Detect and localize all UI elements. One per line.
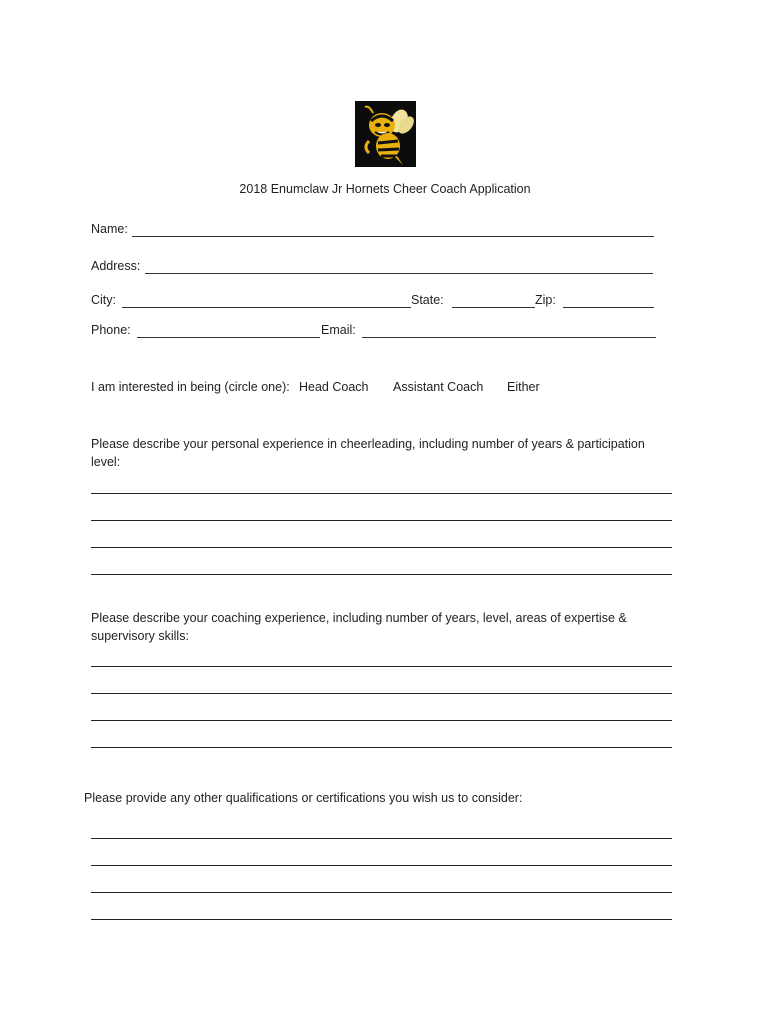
zip-field[interactable] <box>563 307 654 308</box>
answer-line-1-4[interactable] <box>91 574 672 575</box>
option-either[interactable]: Either <box>507 380 540 394</box>
zip-label: Zip: <box>535 293 556 307</box>
question-coaching-experience: Please describe your coaching experience, including number of years, level, areas of expertise & supervisory skills: <box>91 611 627 643</box>
question-cheer-experience: Please describe your personal experience in cheerleading, including number of years & participation level: <box>91 437 645 469</box>
hornet-logo-icon <box>355 101 416 167</box>
city-label: City: <box>91 293 116 307</box>
phone-label: Phone: <box>91 323 131 337</box>
answer-line-3-2[interactable] <box>91 865 672 866</box>
page-title: 2018 Enumclaw Jr Hornets Cheer Coach Application <box>239 182 531 196</box>
answer-line-3-1[interactable] <box>91 838 672 839</box>
interest-prompt: I am interested in being (circle one): <box>91 380 290 394</box>
answer-line-1-2[interactable] <box>91 520 672 521</box>
name-label: Name: <box>91 222 128 236</box>
address-field[interactable] <box>145 273 653 274</box>
state-label: State: <box>411 293 444 307</box>
state-field[interactable] <box>452 307 535 308</box>
option-assistant-coach[interactable]: Assistant Coach <box>393 380 484 394</box>
email-field[interactable] <box>362 337 656 338</box>
phone-field[interactable] <box>137 337 320 338</box>
option-head-coach[interactable]: Head Coach <box>299 380 369 394</box>
address-label: Address: <box>91 259 141 273</box>
answer-line-3-4[interactable] <box>91 919 672 920</box>
answer-line-2-4[interactable] <box>91 747 672 748</box>
city-field[interactable] <box>122 307 411 308</box>
answer-line-1-1[interactable] <box>91 493 672 494</box>
answer-line-1-3[interactable] <box>91 547 672 548</box>
answer-line-2-3[interactable] <box>91 720 672 721</box>
answer-line-2-1[interactable] <box>91 666 672 667</box>
answer-line-3-3[interactable] <box>91 892 672 893</box>
email-label: Email: <box>321 323 356 337</box>
answer-line-2-2[interactable] <box>91 693 672 694</box>
question-qualifications: Please provide any other qualifications or certifications you wish us to consider: <box>84 791 523 805</box>
name-field[interactable] <box>132 236 654 237</box>
